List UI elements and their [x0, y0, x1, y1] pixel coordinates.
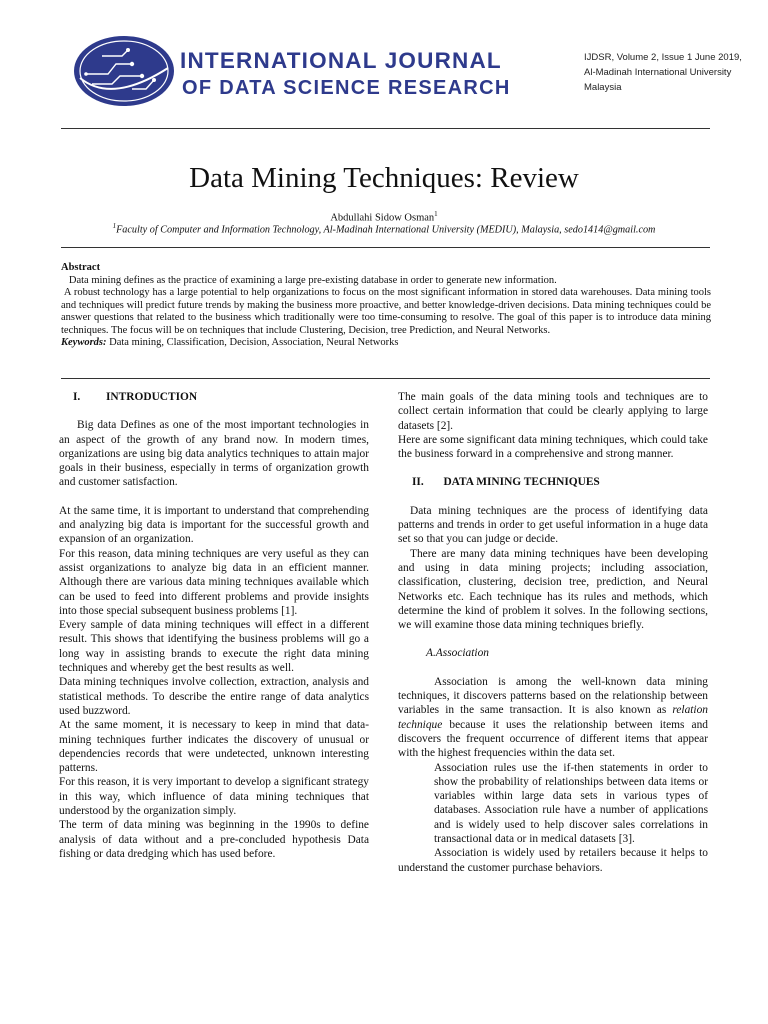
paper-title: Data Mining Techniques: Review — [189, 162, 579, 194]
issue-university: Al-Madinah International University — [584, 67, 732, 78]
association-text-start: Association is among the well-known data mining techniques, it discovers patterns based on the relationship between variables in the same transaction. It is also known as — [398, 675, 708, 717]
goals-paragraph: The main goals of the data mining tools and techniques are to collect certain information that could be clearly applying to large datasets [2]. — [398, 391, 708, 432]
issue-volume: IJDSR, Volume 2, Issue 1 June 2019, — [584, 52, 742, 63]
journal-name-line2: OF DATA SCIENCE RESEARCH — [182, 77, 511, 99]
affiliation — [0, 222, 768, 235]
journal-name-line1: INTERNATIONAL JOURNAL — [180, 48, 502, 73]
techniques-intro-paragraph: Here are some significant data mining techniques, which could take the business forward in a comprehensive and strong manner. — [398, 433, 708, 461]
intro-paragraph-4: Every sample of data mining techniques will effect in a different result. This shows that identifying the business problems will go a long way in assisting brands to execute the right data mining techniques and whereby get the best results as well. — [59, 619, 369, 675]
right-column — [398, 390, 708, 875]
header-divider — [61, 128, 710, 129]
intro-paragraph-1: Big data Defines as one of the most important technologies in an aspect of the growth of any brand now. In modern times, organizations are using big data analytics techniques to attain major goals in their business, especially in terms of organization growth and customer satisfaction. — [59, 419, 369, 489]
intro-paragraph-8: The term of data mining was beginning in the 1990s to define analysis of data without and a pre-concluded hypothesis Data fishing or data dredging which has used before. — [59, 819, 369, 860]
association-italic-term: relation technique — [398, 704, 708, 731]
abstract-heading: Abstract — [61, 262, 101, 273]
issue-info — [584, 50, 742, 95]
affiliation-superscript: 1 — [112, 222, 117, 230]
title-divider — [61, 247, 710, 248]
association-paragraph-3: Association is widely used by retailers because it helps to understand the customer purchase behaviors. — [398, 847, 708, 874]
affiliation-text: Faculty of Computer and Information Technology, Al-Madinah International University (MEDIU), Malaysia, sedo1414@gmail.com — [116, 224, 656, 236]
section-heading-techniques — [398, 475, 708, 489]
section-title: DATA MINING TECHNIQUES — [443, 476, 600, 489]
techniques-paragraph-1: Data mining techniques are the process of identifying data patterns and trends in order to get useful information in a huge data set so that you can judge or decide. — [398, 504, 708, 546]
left-column — [59, 390, 369, 861]
association-paragraph-1 — [398, 675, 708, 761]
keywords — [61, 337, 711, 350]
subsection-heading-association: A.Association — [426, 647, 489, 660]
abstract-paragraph-1: Data mining defines as the practice of examining a large pre-existing database in order to generate new information. — [61, 274, 557, 286]
intro-paragraph-2: At the same time, it is important to understand that comprehending and analyzing big data is important for the successful growth and expansion of an organization. — [59, 504, 369, 546]
intro-paragraph-6: At the same moment, it is necessary to keep in mind that data-mining techniques further indicates the discovery of unusual or dependencies records that were undetected, unknown interesting patterns. — [59, 719, 369, 775]
keywords-label: Keywords: — [61, 337, 107, 348]
section-heading-introduction — [59, 390, 369, 404]
association-paragraph-2: Association rules use the if-then statements in order to show the probability of relationships between data items or variables within large data sets in various types of databases. Association rule have a number of applications and is widely used to help discover sales correlations in transactional data or in medical datasets [3]. — [434, 761, 708, 846]
techniques-paragraph-2: There are many data mining techniques have been developing and using in data mining projects; including association, classification, clustering, decision tree, prediction, and Neural Networks etc. Each technique has its rules and methods, which determine the kind of problem it solves. In the following sections, we will examine those data mining techniques briefly. — [398, 547, 708, 632]
author-name: Abdullahi Sidow Osman — [330, 212, 435, 224]
intro-paragraph-3: For this reason, data mining techniques are very useful as they can assist organizations to analyze big data in an efficient manner. Although there are various data mining techniques available which can be used to feed into different problems and provide insights into those special subsequent business problems [1]. — [59, 547, 369, 617]
abstract-paragraph-2: A robust technology has a large potential to help organizations to focus on the most significant information in stored data warehouses. Data mining tools and techniques will predict future trends by making the business more proactive, and better knowledge-driven decisions. Data mining techniques could be answer questions that related to the business which traditionally were too time-consuming to resolve. The goal of this paper is to introduce data mining techniques. The focus will be on techniques that include Clustering, Decision, tree Prediction, and Neural Networks. — [61, 287, 714, 336]
section-number: II. — [412, 476, 424, 489]
keywords-list: Data mining, Classification, Decision, Association, Neural Networks — [106, 337, 399, 348]
abstract — [61, 262, 714, 350]
issue-country: Malaysia — [584, 82, 622, 93]
association-text-end: because it uses the relationship between items and discovers the frequent occurrence of different items that appear with the highest frequencies within the data set. — [398, 718, 708, 760]
abstract-divider — [61, 378, 710, 379]
author-superscript: 1 — [434, 210, 438, 218]
section-title: INTRODUCTION — [106, 391, 198, 403]
intro-paragraph-7: For this reason, it is very important to develop a significant strategy in this way, which influence of data mining techniques that understood by the organization simply. — [59, 776, 369, 818]
section-number: I. — [73, 391, 81, 403]
journal-logo-icon — [72, 34, 176, 108]
intro-paragraph-5: Data mining techniques involve collection, extraction, analysis and statistical methods. To describe the entire range of data analytics used buzzword. — [59, 676, 369, 717]
